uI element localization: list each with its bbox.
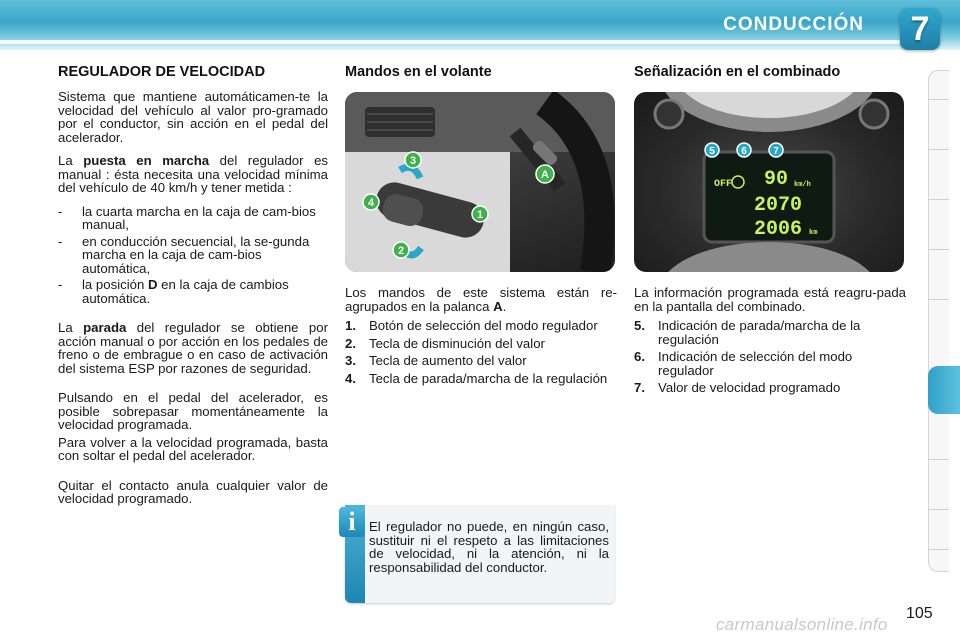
right-warning-light xyxy=(860,100,888,128)
instrument-cluster-photo xyxy=(634,92,904,272)
steering-controls-illustration xyxy=(345,92,615,272)
label-a: A xyxy=(541,169,549,181)
label-4: 4 xyxy=(367,197,375,209)
bold-term: puesta en marcha xyxy=(83,153,210,168)
column-regulador xyxy=(58,64,328,516)
lcd-off-indicator: OFF xyxy=(714,179,733,190)
tab-divider xyxy=(929,459,949,460)
list-item xyxy=(634,350,906,377)
label-3: 3 xyxy=(409,155,417,167)
conditions-list xyxy=(58,205,328,306)
item-number: 4. xyxy=(345,370,356,386)
item-number: 3. xyxy=(345,353,356,368)
chapter-badge xyxy=(900,8,940,50)
tab-divider xyxy=(929,549,949,550)
lcd-speed: 90 xyxy=(764,168,789,191)
accelerator-paragraph: Pulsando en el pedal del acelerador, es posible sobrepasar momentáneamente la velocidad programada. xyxy=(58,390,328,432)
list-item xyxy=(58,235,328,276)
ignition-paragraph: Quitar el contacto anula cualquier valor de velocidad programado. xyxy=(58,477,328,506)
label-5: 5 xyxy=(709,146,715,157)
list-item-text: en la caja de cambios automática. xyxy=(82,277,289,306)
list-item-text: en conducción secuencial, la se-gunda marcha en la caja de cam-bios automática, xyxy=(82,233,310,276)
lcd-odometer-1: 2070 xyxy=(754,194,803,217)
callout-text: El regulador no puede, en ningún caso, sustituir ni el respeto a las limitaciones de velocidad, ni la atención, ni la responsabilidad del conductor. xyxy=(369,519,609,575)
section-heading: Señalización en el combinado xyxy=(634,64,841,80)
list-item xyxy=(345,372,617,386)
parada-paragraph xyxy=(58,321,328,375)
label-7: 7 xyxy=(773,146,779,157)
list-item xyxy=(345,337,617,351)
return-paragraph: Para volver a la velocidad programada, basta con soltar el pedal del acelerador. xyxy=(58,434,328,463)
text-run: La xyxy=(58,153,84,168)
chapter-tab-rail xyxy=(928,70,949,572)
indicators-list xyxy=(634,319,906,395)
steering-controls-photo xyxy=(345,92,615,272)
page-number: 105 xyxy=(906,605,933,622)
bullet-dash: - xyxy=(58,277,63,292)
item-number: 5. xyxy=(634,318,645,333)
list-item-text: Tecla de disminución del valor xyxy=(369,335,545,351)
puesta-paragraph xyxy=(58,154,328,195)
controls-list xyxy=(345,319,617,385)
column-mandos xyxy=(345,64,617,389)
label-6: 6 xyxy=(741,146,747,157)
lower-gauge-rim xyxy=(659,242,879,272)
instrument-cluster-illustration xyxy=(634,92,904,272)
list-item-text: Indicación de selección del modo regulador xyxy=(658,349,853,378)
tab-divider xyxy=(929,149,949,150)
list-item-text: Botón de selección del modo regulador xyxy=(369,318,598,333)
chapter-title: CONDUCCIÓN xyxy=(723,14,864,35)
watermark: carmanualsonline.info xyxy=(716,615,888,634)
list-item xyxy=(345,319,617,333)
bold-term: D xyxy=(147,277,158,292)
tab-divider xyxy=(929,509,949,510)
tab-divider xyxy=(929,199,949,200)
list-item-text: Indicación de parada/marcha de la regulación xyxy=(658,318,861,347)
chapter-number: 7 xyxy=(910,10,930,48)
column-senalizacion xyxy=(634,64,906,399)
item-number: 1. xyxy=(345,318,356,333)
text-run: del regulador se obtiene por acción manual o por acción en los pedales de freno o de embrague o en caso de activación del sistema ESP por razones de seguridad. xyxy=(58,320,328,376)
list-item xyxy=(58,205,328,232)
bullet-dash: - xyxy=(58,203,63,219)
lcd-odometer-unit: km xyxy=(809,229,818,237)
list-item-text: Tecla de parada/marcha de la regulación xyxy=(369,370,608,386)
list-item-text: Valor de velocidad programado xyxy=(658,380,841,395)
label-1: 1 xyxy=(476,209,484,221)
list-item-text: la posición xyxy=(82,277,148,292)
tab-divider xyxy=(929,299,949,300)
section-heading: Mandos en el volante xyxy=(345,64,492,80)
tab-divider xyxy=(929,249,949,250)
list-item xyxy=(58,278,328,305)
tab-divider xyxy=(929,99,949,100)
text-run: del regulador es manual : ésta necesita una velocidad mínima del vehículo de 40 km/h y tener metida : xyxy=(58,153,328,195)
item-number: 6. xyxy=(634,349,645,364)
mandos-intro xyxy=(345,286,617,313)
banner-stripe xyxy=(0,40,905,44)
lcd-odometer-2: 2006 xyxy=(754,218,803,241)
text-run: . xyxy=(502,298,507,314)
item-number: 7. xyxy=(634,380,645,395)
bold-term: A xyxy=(493,298,503,314)
left-warning-light xyxy=(655,100,683,128)
bullet-dash: - xyxy=(58,233,63,249)
label-2: 2 xyxy=(397,245,405,257)
intro-paragraph: Sistema que mantiene automáticamen-te la velocidad del vehículo al valor pro-gramado por el conductor, sin acción en el pedal del acelerador. xyxy=(58,89,328,145)
item-number: 2. xyxy=(345,335,356,351)
bold-term: parada xyxy=(83,320,127,335)
text-run: La xyxy=(58,320,84,335)
lcd-speed-unit: km/h xyxy=(794,181,811,189)
chapter-tab-active[interactable] xyxy=(928,366,960,414)
list-item-text: la cuarta marcha en la caja de cam-bios manual, xyxy=(82,203,316,232)
list-item xyxy=(634,319,906,346)
list-item xyxy=(634,381,906,395)
list-item xyxy=(345,354,617,368)
text-run: Los mandos de este sistema están re-agrupados en la palanca xyxy=(345,285,617,314)
info-icon: i xyxy=(339,507,365,537)
senalizacion-intro: La información programada está reagru-pada en la pantalla del combinado. xyxy=(634,285,906,314)
section-heading: REGULADOR DE VELOCIDAD xyxy=(58,64,266,80)
list-item-text: Tecla de aumento del valor xyxy=(369,353,527,368)
